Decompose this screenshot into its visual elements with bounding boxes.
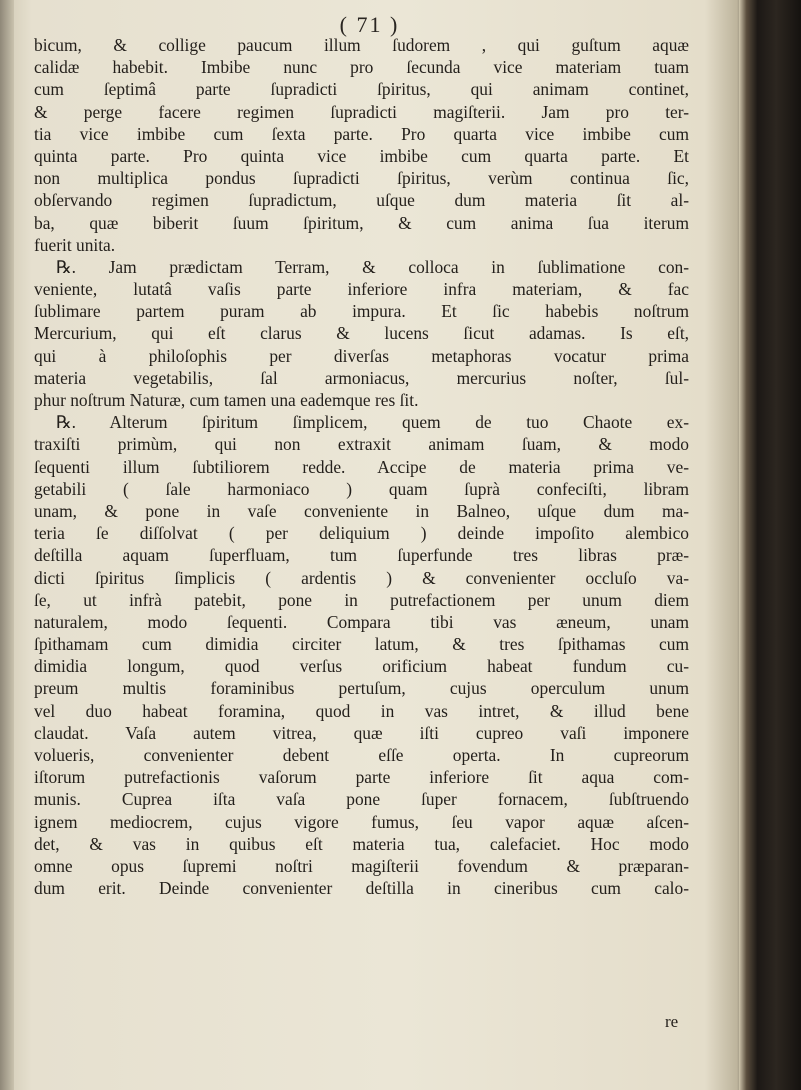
text-line: non multiplica pondus ſupradicti ſpiritus, verùm continua ſic, [34,168,689,189]
text-line: obſervando regimen ſupradictum, uſque dum materia ſit al- [34,190,689,211]
text-line: tia vice imbibe cum ſexta parte. Pro quarta vice imbibe cum [34,123,689,144]
text-line: deſtilla aquam ſuperfluam, tum ſuperfunde tres libras præ- [34,545,689,566]
text-line: dimidia longum, quod verſus orificium habeat fundum cu- [34,656,689,677]
text-line: traxiſti primùm, qui non extraxit animam ſuam, & modo [34,434,689,455]
text-line: volueris, convenienter debent eſſe operta. In cupreorum [34,745,689,765]
text-line: Mercurium, qui eſt clarus & lucens ſicut adamas. Is eſt, [34,323,689,344]
text-line: ſublimare partem puram ab impura. Et ſic habebis noſtrum [34,301,689,322]
text-line: dum erit. Deinde convenienter deſtilla in cineribus cum calo- [34,878,689,899]
text-line: naturalem, modo ſequenti. Compara tibi vas æneum, unam [34,611,689,632]
text-line: det, & vas in quibus eſt materia tua, calefaciet. Hoc modo [34,833,689,854]
text-line: ſe, ut infrà patebit, pone in putrefactionem per unum diem [34,589,689,610]
text-line: preum multis foraminibus pertuſum, cujus operculum unum [34,678,689,699]
text-line: ba, quæ biberit ſuum ſpiritum, & cum anima ſua iterum [34,212,689,233]
text-line: cum ſeptimâ parte ſupradicti ſpiritus, qui animam continet, [34,79,689,100]
text-line: vel duo habeat foramina, quod in vas intret, & illud bene [34,700,689,721]
text-line: veniente, lutatâ vaſis parte inferiore infra materiam, & fac [34,279,689,300]
catchword: re [665,1012,679,1031]
text-line: getabili ( ſale harmoniaco ) quam ſuprà confeciſti, libram [34,478,689,499]
text-line: ſpithamam cum dimidia circiter latum, & tres ſpithamas cum [34,634,689,655]
text-line: phur noſtrum Naturæ, cum tamen una eademque res ſit. [34,390,419,410]
text-line: materia vegetabilis, ſal armoniacus, mercurius noſter, ſul- [34,367,689,388]
body-text [34,34,689,899]
text-line: iſtorum putrefactionis vaſorum parte inferiore ſit aqua com- [34,767,689,788]
text-line: munis. Cuprea iſta vaſa pone ſuper fornacem, ſubſtruendo [34,789,689,810]
book-spine [739,0,801,1090]
page-gutter [0,0,14,1090]
text-line: dicti ſpiritus ſimplicis ( ardentis ) & convenienter occluſo va- [34,567,689,588]
text-line: ℞. Jam prædictam Terram, & colloca in ſublimatione con- [56,256,689,277]
text-line: unam, & pone in vaſe conveniente in Balneo, uſque dum ma- [34,500,689,521]
text-line: ſequenti illum ſubtiliorem redde. Accipe de materia prima ve- [34,456,689,477]
text-line: qui à philoſophis per diverſas metaphoras vocatur prima [34,345,689,366]
text-line: bicum, & collige paucum illum ſudorem , qui guſtum aquæ [34,35,689,55]
page-number: ( 71 ) [339,12,400,37]
text-line: teria ſe diſſolvat ( per deliquium ) deinde impoſito alembico [34,523,689,544]
text-line: ignem mediocrem, cujus vigore fumus, ſeu vapor aquæ aſcen- [34,811,689,832]
text-line: fuerit unita. [34,234,116,255]
text-line: claudat. Vaſa autem vitrea, quæ iſti cupreo vaſi imponere [34,722,689,743]
text-line: omne opus ſupremi noſtri magiſterii fovendum & præparan- [34,855,689,876]
text-line: calidæ habebit. Imbibe nunc pro ſecunda vice materiam tuam [34,57,689,78]
text-line: & perge facere regimen ſupradicti magiſterii. Jam pro ter- [34,101,689,122]
text-line: ℞. Alterum ſpiritum ſimplicem, quem de tuo Chaote ex- [56,412,689,433]
text-line: quinta parte. Pro quinta vice imbibe cum quarta parte. Et [34,145,689,166]
